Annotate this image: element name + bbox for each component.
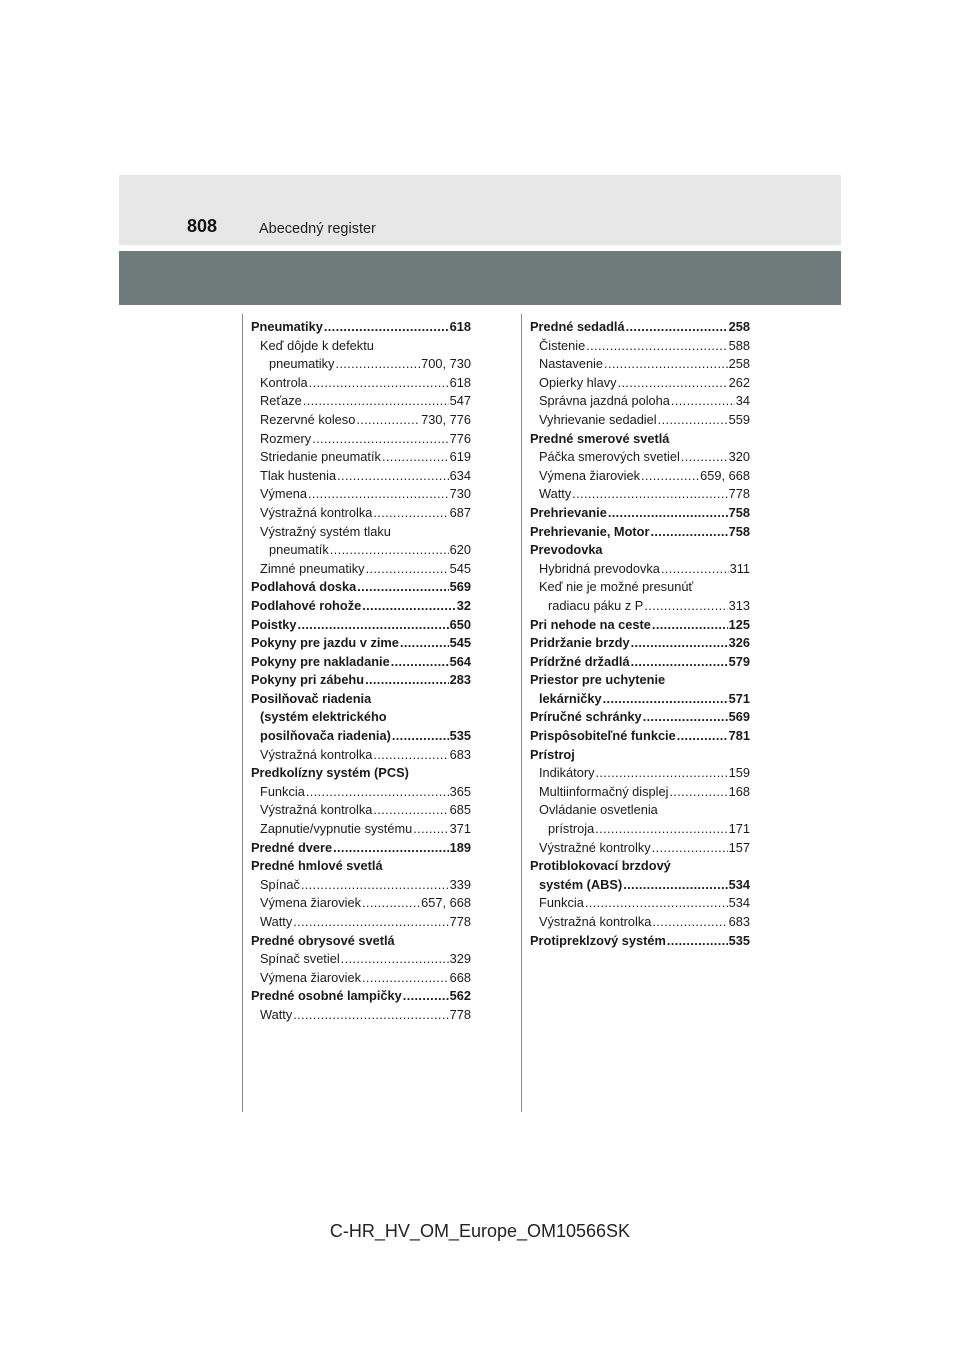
dot-leader <box>330 541 449 560</box>
entry-page-ref: 189 <box>449 839 471 855</box>
index-entry <box>530 485 750 504</box>
entry-term: Predné sedadlá <box>530 319 625 334</box>
entry-term: Protiblokovací brzdový <box>530 858 671 874</box>
entry-term: Spínač <box>260 876 300 892</box>
dot-leader <box>403 987 449 1006</box>
entry-term: Keď nie je možné presunúť <box>539 579 694 595</box>
column-divider-left <box>242 314 243 1112</box>
dot-leader <box>661 560 729 579</box>
dot-leader <box>626 318 728 337</box>
index-entry <box>251 597 471 616</box>
dot-leader <box>373 504 448 523</box>
index-entry <box>530 727 750 746</box>
index-entry <box>251 783 471 802</box>
entry-term: Páčka smerových svetiel <box>539 449 680 465</box>
entry-page-ref: 534 <box>728 895 750 911</box>
entry-page-ref: 365 <box>449 783 471 799</box>
dot-leader <box>333 839 449 858</box>
index-entry <box>251 448 471 467</box>
index-entry <box>251 430 471 449</box>
entry-page-ref: 159 <box>728 765 750 781</box>
dot-leader <box>677 727 728 746</box>
section-title: Abecedný register <box>259 221 376 237</box>
dot-leader <box>365 671 449 690</box>
entry-page-ref: 125 <box>728 616 750 632</box>
dot-leader <box>608 504 728 523</box>
index-entry <box>530 820 750 839</box>
index-entry <box>530 578 750 597</box>
dot-leader <box>341 950 449 969</box>
entry-page-ref: 311 <box>729 560 750 576</box>
entry-page-ref: 559 <box>728 411 750 427</box>
entry-page-ref: 547 <box>449 393 471 409</box>
header-bar <box>119 251 841 305</box>
entry-page-ref: 650 <box>449 616 471 632</box>
entry-term: Watty <box>260 914 293 929</box>
entry-term: Rozmery <box>260 430 312 446</box>
entry-page-ref: 157 <box>728 839 750 855</box>
index-entry <box>251 392 471 411</box>
entry-page-ref: 588 <box>728 337 750 353</box>
index-entry <box>251 467 471 486</box>
entry-term: Keď dôjde k defektu <box>260 337 374 353</box>
entry-term: Pri nehode na ceste <box>530 616 651 632</box>
entry-term: Spínač svetiel <box>260 951 340 967</box>
index-entry <box>530 932 750 951</box>
index-entry <box>530 913 750 932</box>
index-entry <box>251 764 471 783</box>
dot-leader <box>669 783 727 802</box>
dot-leader <box>631 634 728 653</box>
entry-page-ref: 535 <box>728 932 750 948</box>
header-band <box>119 175 841 245</box>
entry-page-ref: 283 <box>449 672 471 688</box>
entry-page-ref: 687 <box>449 504 471 520</box>
index-entry <box>251 318 471 337</box>
index-entry <box>530 616 750 635</box>
entry-term: Ovládanie osvetlenia <box>539 802 658 818</box>
entry-page-ref: 535 <box>449 728 471 744</box>
entry-term: Výstražná kontrolka <box>260 802 373 818</box>
entry-term: Priestor pre uchytenie <box>530 672 666 688</box>
entry-term: Predkolízny systém (PCS) <box>251 765 409 781</box>
dot-leader <box>335 355 420 374</box>
entry-term: Prehrievanie <box>530 504 607 520</box>
entry-term: Prevodovka <box>530 542 603 558</box>
dot-leader <box>604 355 728 374</box>
entry-page-ref: 730, 776 <box>421 411 471 427</box>
dot-leader <box>293 913 448 932</box>
dot-leader <box>652 913 727 932</box>
index-entry <box>251 523 471 542</box>
entry-page-ref: 258 <box>728 356 750 372</box>
dot-leader <box>681 448 728 467</box>
dot-leader <box>309 374 449 393</box>
index-entry <box>530 690 750 709</box>
entry-page-ref: 683 <box>449 746 471 762</box>
entry-term: Podlahová doska <box>251 579 357 595</box>
entry-term: Príručné schránky <box>530 709 642 725</box>
entry-term: Predné hmlové svetlá <box>251 858 383 874</box>
entry-term: Nastavenie <box>539 356 604 372</box>
index-entry <box>251 708 471 727</box>
entry-page-ref: 618 <box>449 374 471 390</box>
index-entry <box>530 392 750 411</box>
entry-page-ref: 657, 668 <box>421 895 471 911</box>
page-number: 808 <box>187 216 218 236</box>
dot-leader <box>413 820 448 839</box>
index-entry <box>251 671 471 690</box>
entry-term: Výmena žiaroviek <box>260 969 361 985</box>
entry-term: Pokyny pre nakladanie <box>251 653 390 669</box>
entry-page-ref: 168 <box>728 783 750 799</box>
index-entry <box>530 783 750 802</box>
entry-page-ref: 326 <box>728 635 750 651</box>
entry-term: Podlahové rohože <box>251 597 362 613</box>
index-entry <box>251 541 471 560</box>
index-entry <box>251 578 471 597</box>
index-entry <box>251 932 471 951</box>
index-entry <box>251 820 471 839</box>
entry-term: Pneumatiky <box>251 319 323 334</box>
entry-term: Výmena žiaroviek <box>260 895 361 911</box>
index-entry <box>530 374 750 393</box>
entry-page-ref: 371 <box>449 821 471 837</box>
dot-leader <box>595 820 727 839</box>
entry-term: Rezervné koleso <box>260 411 356 427</box>
dot-leader <box>400 634 449 653</box>
dot-leader <box>373 746 448 765</box>
entry-term: prístroja <box>548 821 595 837</box>
entry-page-ref: 778 <box>449 914 471 929</box>
dot-leader <box>603 690 728 709</box>
entry-page-ref: 618 <box>449 319 471 334</box>
index-entry <box>530 634 750 653</box>
entry-page-ref: 579 <box>728 653 750 669</box>
entry-term: Multiinformačný displej <box>539 783 669 799</box>
entry-term: Tlak hustenia <box>260 467 337 483</box>
index-entry <box>251 616 471 635</box>
entry-term: Prehrievanie, Motor <box>530 523 650 539</box>
entry-page-ref: 668 <box>449 969 471 985</box>
entry-page-ref: 571 <box>728 690 750 706</box>
index-entry <box>251 876 471 895</box>
index-entry <box>530 355 750 374</box>
entry-page-ref: 659, 668 <box>700 467 750 483</box>
entry-page-ref: 683 <box>728 914 750 929</box>
entry-term: Reťaze <box>260 393 302 409</box>
entry-term: Funkcia <box>260 783 305 799</box>
index-entry <box>251 969 471 988</box>
dot-leader <box>631 653 728 672</box>
dot-leader <box>618 374 728 393</box>
entry-term: Správna jazdná poloha <box>539 393 670 409</box>
index-entry <box>530 801 750 820</box>
entry-page-ref: 262 <box>728 374 750 390</box>
index-entry <box>251 894 471 913</box>
entry-term: Výmena žiaroviek <box>539 467 640 483</box>
dot-leader <box>652 839 728 858</box>
index-entry <box>251 485 471 504</box>
dot-leader <box>641 467 699 486</box>
entry-page-ref: 758 <box>728 523 750 539</box>
entry-term: Výstražný systém tlaku <box>260 523 391 539</box>
dot-leader <box>671 392 735 411</box>
dot-leader <box>392 727 449 746</box>
dot-leader <box>362 894 420 913</box>
index-entry <box>251 1006 471 1025</box>
document-code: C-HR_HV_OM_Europe_OM10566SK <box>329 1221 631 1241</box>
dot-leader <box>572 485 727 504</box>
dot-leader <box>301 876 449 895</box>
index-entry <box>251 634 471 653</box>
entry-page-ref: 619 <box>449 449 471 465</box>
index-entry <box>251 337 471 356</box>
index-entry <box>251 355 471 374</box>
dot-leader <box>585 894 728 913</box>
entry-term: Pokyny pri zábehu <box>251 672 365 688</box>
entry-term: Watty <box>260 1006 293 1022</box>
entry-term: Posilňovač riadenia <box>251 690 372 706</box>
entry-page-ref: 634 <box>449 467 471 483</box>
entry-term: Výstražná kontrolka <box>539 914 652 929</box>
entry-term: Pokyny pre jazdu v zime <box>251 635 399 651</box>
dot-leader <box>391 653 449 672</box>
index-entry <box>530 894 750 913</box>
index-entry <box>530 411 750 430</box>
dot-leader <box>362 597 456 616</box>
index-entry <box>251 504 471 523</box>
entry-page-ref: 329 <box>449 951 471 967</box>
entry-page-ref: 171 <box>728 821 750 837</box>
entry-term: Výmena <box>260 486 307 502</box>
entry-term: radiacu páku z P <box>548 597 644 613</box>
dot-leader <box>357 578 448 597</box>
index-entry <box>251 653 471 672</box>
entry-page-ref: 534 <box>728 876 750 892</box>
index-entry <box>530 876 750 895</box>
entry-term: Funkcia <box>539 895 584 911</box>
entry-term: Hybridná prevodovka <box>539 560 660 576</box>
dot-leader <box>298 616 449 635</box>
entry-term: Predné obrysové svetlá <box>251 932 395 948</box>
entry-term: Zimné pneumatiky <box>260 560 365 576</box>
index-entry <box>530 857 750 876</box>
index-column-left <box>251 318 471 1025</box>
index-entry <box>530 504 750 523</box>
entry-page-ref: 313 <box>728 597 750 613</box>
index-entry <box>251 690 471 709</box>
index-entry <box>251 839 471 858</box>
index-entry <box>251 746 471 765</box>
entry-term: Predné smerové svetlá <box>530 430 670 446</box>
index-entry <box>530 523 750 542</box>
dot-leader <box>643 708 728 727</box>
index-entry <box>251 857 471 876</box>
dot-leader <box>366 560 449 579</box>
entry-term: posilňovača riadenia) <box>260 728 391 744</box>
dot-leader <box>586 337 727 356</box>
dot-leader <box>650 523 727 542</box>
index-entry <box>530 708 750 727</box>
entry-page-ref: 34 <box>735 393 750 409</box>
entry-term: Poistky <box>251 616 297 632</box>
dot-leader <box>306 783 449 802</box>
index-entry <box>251 560 471 579</box>
entry-term: Prístroj <box>530 746 575 762</box>
index-entry <box>251 374 471 393</box>
entry-page-ref: 778 <box>728 486 750 502</box>
dot-leader <box>373 801 448 820</box>
index-entry <box>251 987 471 1006</box>
index-column-right <box>530 318 750 950</box>
entry-term: (systém elektrického <box>260 709 387 725</box>
entry-term: pneumatiky <box>269 356 335 372</box>
entry-term: Vyhrievanie sedadiel <box>539 411 657 427</box>
column-divider-middle <box>521 314 522 1112</box>
index-entry <box>530 597 750 616</box>
entry-term: Kontrola <box>260 374 308 390</box>
dot-leader <box>595 764 727 783</box>
index-entry <box>251 913 471 932</box>
entry-page-ref: 562 <box>449 988 471 1004</box>
entry-page-ref: 730 <box>449 486 471 502</box>
index-entry <box>251 727 471 746</box>
dot-leader <box>356 411 420 430</box>
entry-term: pneumatík <box>269 542 329 558</box>
entry-term: Watty <box>539 486 572 502</box>
entry-term: Predné dvere <box>251 839 333 855</box>
entry-page-ref: 32 <box>456 597 471 613</box>
entry-page-ref: 685 <box>449 802 471 818</box>
entry-page-ref: 776 <box>449 430 471 446</box>
dot-leader <box>312 430 448 449</box>
index-entry <box>530 448 750 467</box>
index-entry <box>530 318 750 337</box>
dot-leader <box>667 932 728 951</box>
index-entry <box>251 801 471 820</box>
index-entry <box>530 653 750 672</box>
entry-page-ref: 758 <box>728 504 750 520</box>
entry-page-ref: 258 <box>728 319 750 334</box>
entry-page-ref: 569 <box>449 579 471 595</box>
entry-term: Opierky hlavy <box>539 374 617 390</box>
entry-page-ref: 781 <box>728 728 750 744</box>
dot-leader <box>324 318 449 337</box>
dot-leader <box>303 392 449 411</box>
index-entry <box>530 337 750 356</box>
index-entry <box>251 950 471 969</box>
entry-term: Zapnutie/vypnutie systému <box>260 821 413 837</box>
index-entry <box>530 560 750 579</box>
entry-page-ref: 320 <box>728 449 750 465</box>
entry-term: Predné osobné lampičky <box>251 988 402 1004</box>
entry-term: systém (ABS) <box>539 876 623 892</box>
dot-leader <box>652 616 728 635</box>
entry-term: Protipreklzový systém <box>530 932 666 948</box>
entry-page-ref: 545 <box>449 635 471 651</box>
entry-term: Pridržanie brzdy <box>530 635 630 651</box>
entry-term: Výstražné kontrolky <box>539 839 651 855</box>
dot-leader <box>623 876 727 895</box>
entry-term: Prídržné držadlá <box>530 653 630 669</box>
index-entry <box>530 839 750 858</box>
entry-term: lekárničky <box>539 690 602 706</box>
index-entry <box>530 467 750 486</box>
dot-leader <box>337 467 449 486</box>
index-entry <box>251 411 471 430</box>
index-entry <box>530 764 750 783</box>
dot-leader <box>293 1006 448 1025</box>
entry-page-ref: 339 <box>449 876 471 892</box>
entry-term: Indikátory <box>539 765 595 781</box>
index-entry <box>530 671 750 690</box>
entry-page-ref: 545 <box>449 560 471 576</box>
dot-leader <box>658 411 728 430</box>
entry-term: Prispôsobiteľné funkcie <box>530 728 676 744</box>
entry-term: Čistenie <box>539 337 586 353</box>
dot-leader <box>362 969 449 988</box>
dot-leader <box>308 485 449 504</box>
index-entry <box>530 430 750 449</box>
entry-page-ref: 569 <box>728 709 750 725</box>
entry-page-ref: 778 <box>449 1006 471 1022</box>
entry-term: Výstražná kontrolka <box>260 746 373 762</box>
entry-page-ref: 620 <box>449 542 471 558</box>
index-entry <box>530 541 750 560</box>
entry-term: Striedanie pneumatík <box>260 449 381 465</box>
dot-leader <box>382 448 449 467</box>
entry-page-ref: 700, 730 <box>421 356 471 372</box>
index-entry <box>530 746 750 765</box>
dot-leader <box>644 597 727 616</box>
entry-term: Výstražná kontrolka <box>260 504 373 520</box>
entry-page-ref: 564 <box>449 653 471 669</box>
